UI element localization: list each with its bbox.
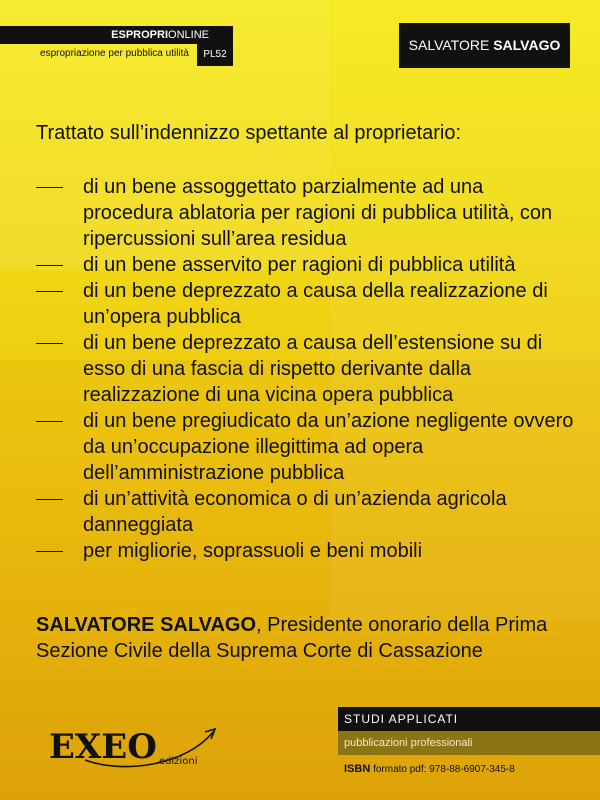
dash-icon — [36, 499, 63, 500]
dash-icon — [36, 265, 63, 266]
topic-list — [36, 174, 576, 564]
list-item: per migliorie, soprassuoli e beni mobili — [36, 538, 576, 564]
publication-meta — [338, 707, 600, 783]
series-label — [0, 26, 233, 66]
isbn — [338, 755, 600, 783]
logo-arrowhead — [205, 729, 215, 739]
publication-type: pubblicazioni professionali — [338, 731, 600, 755]
collection-name: STUDI APPLICATI — [338, 707, 600, 731]
author-bio-text: , Presidente onorario della Prima Sezione Civile della Suprema Corte di Cassazione — [36, 614, 548, 662]
page-title: Trattato sull’indennizzo spettante al proprietario: — [36, 122, 462, 144]
author-bio-name: SALVATORE SALVAGO — [36, 614, 257, 636]
exeo-logo-icon — [45, 718, 225, 778]
logo-subtext: edizioni — [159, 756, 198, 767]
dash-icon — [36, 343, 63, 344]
list-item: di un bene asservito per ragioni di pubblica utilità — [36, 252, 576, 278]
list-item: di un’attività economica o di un’azienda agricola danneggiata — [36, 486, 576, 538]
series-name: ESPROPRIONLINE — [0, 26, 233, 44]
author-last-name: SALVAGO — [493, 37, 561, 53]
series-subtitle: espropriazione per pubblica utilità — [40, 48, 189, 59]
dash-icon — [36, 291, 63, 292]
publisher-logo — [45, 718, 225, 782]
list-item: di un bene deprezzato a causa dell’estensione su di esso di una fascia di rispetto derivante dalla realizzazione di una vicina opera pubblica — [36, 330, 576, 408]
isbn-value: formato pdf: 978-88-6907-345-8 — [373, 764, 515, 775]
series-code: PL52 — [197, 44, 233, 66]
dash-icon — [36, 187, 63, 188]
author-name-box — [399, 23, 570, 68]
isbn-label: ISBN — [344, 763, 371, 775]
author-first-name: SALVATORE — [408, 37, 490, 53]
list-item: di un bene pregiudicato da un’azione negligente ovvero da un’occupazione illegittima ad opera dell’amministrazione pubblica — [36, 408, 576, 486]
author-bio — [36, 612, 581, 664]
dash-icon — [36, 421, 63, 422]
list-item: di un bene assoggettato parzialmente ad una procedura ablatoria per ragioni di pubblica utilità, con ripercussioni sull’area residua — [36, 174, 576, 252]
series-subtitle-row — [0, 44, 233, 66]
list-item: di un bene deprezzato a causa della realizzazione di un’opera pubblica — [36, 278, 576, 330]
dash-icon — [36, 551, 63, 552]
logo-text: EXEO — [49, 727, 157, 767]
